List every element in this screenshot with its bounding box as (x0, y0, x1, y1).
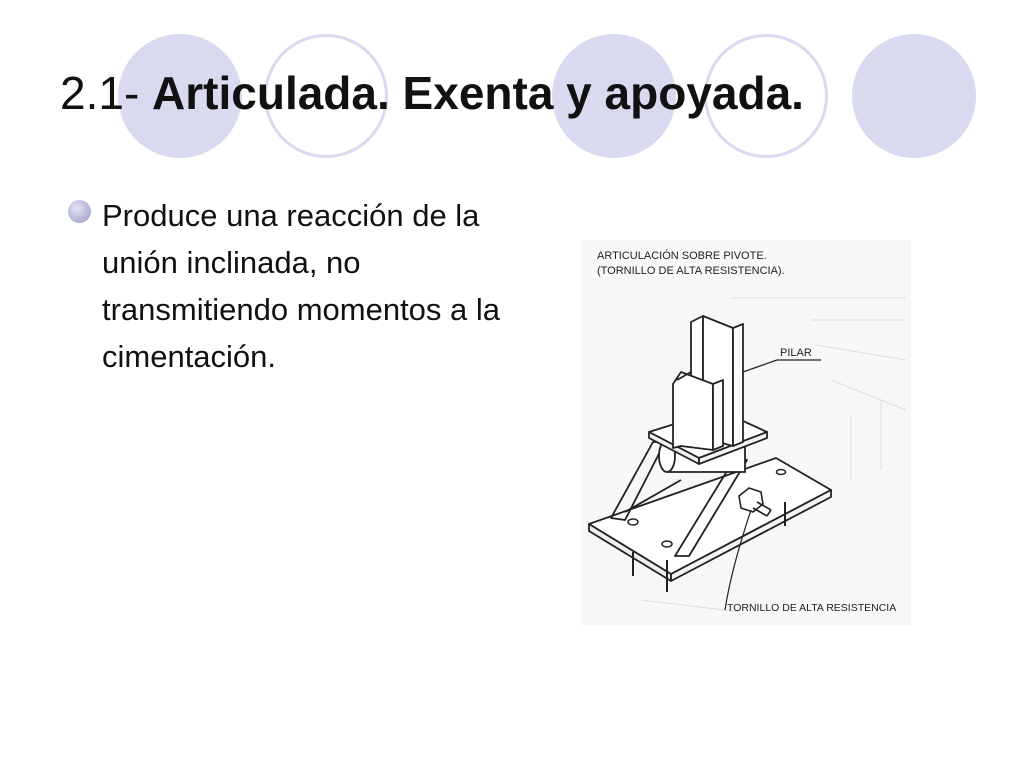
pivot-joint-drawing (581, 240, 911, 625)
technical-drawing (581, 240, 911, 625)
title-text: Articulada. Exenta y apoyada. (152, 67, 804, 119)
title-number: 2.1- (60, 67, 140, 119)
decorative-circle (852, 34, 976, 158)
slide-title (60, 66, 804, 121)
figure-label-pilar: PILAR (780, 347, 812, 359)
column-section (673, 316, 743, 450)
figure-caption-line2: (TORNILLO DE ALTA RESISTENCIA). (597, 265, 785, 277)
figure-caption-line1: ARTICULACIÓN SOBRE PIVOTE. (597, 250, 767, 262)
figure-label-tornillo: TORNILLO DE ALTA RESISTENCIA (727, 602, 897, 614)
bullet-text: Produce una reacción de la unión inclinada, no transmitiendo momentos a la cimentación. (102, 198, 501, 374)
bullet-icon (68, 200, 91, 223)
